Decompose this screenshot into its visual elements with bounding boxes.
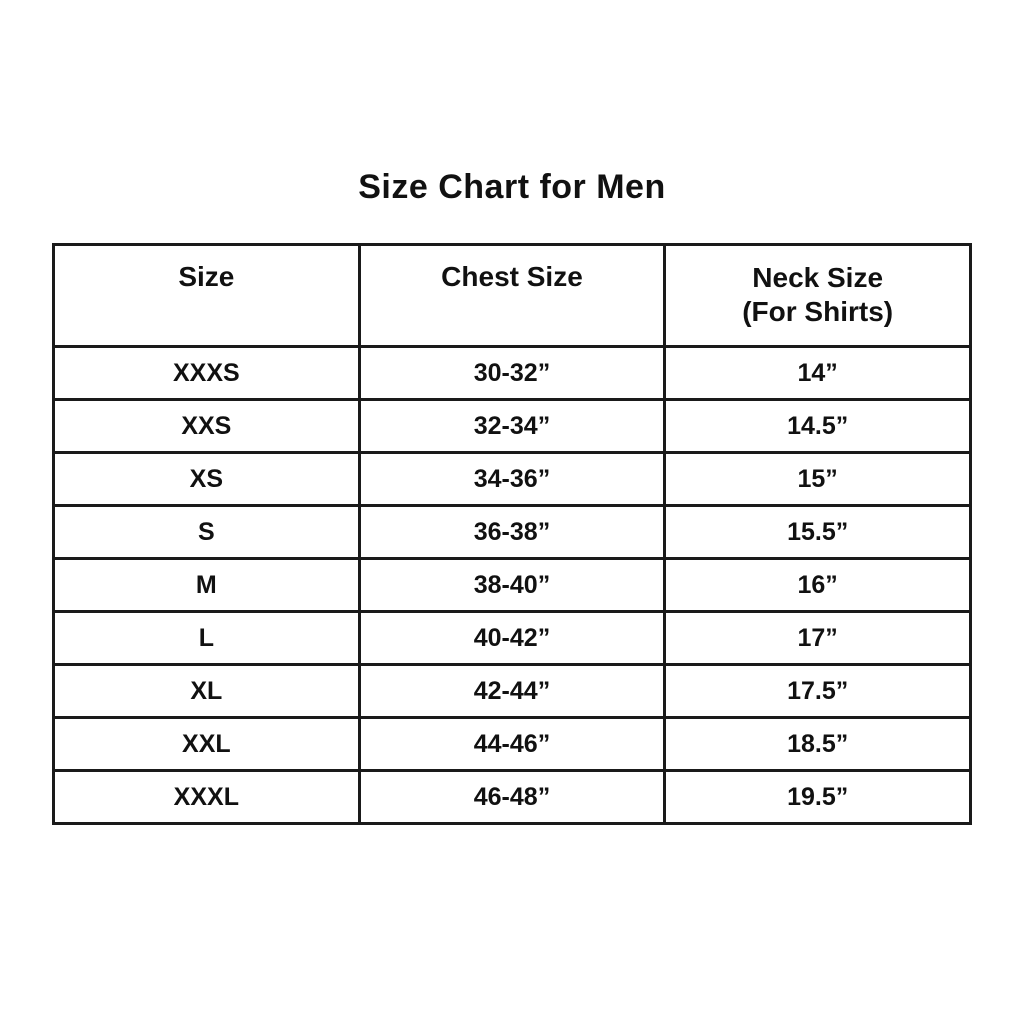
column-header-neck-size [665,245,971,347]
table-row [54,559,971,612]
chest-size-cell: 32-34” [359,400,665,453]
chest-size-cell: 46-48” [359,771,665,824]
size-cell: M [54,559,360,612]
column-header-chest-size: Chest Size [359,245,665,347]
neck-size-cell: 15.5” [665,506,971,559]
size-cell: S [54,506,360,559]
size-cell: XXXS [54,347,360,400]
neck-size-sublabel: (For Shirts) [742,295,894,327]
chest-size-cell: 38-40” [359,559,665,612]
chest-size-cell: 34-36” [359,453,665,506]
table-row [54,771,971,824]
table-row [54,718,971,771]
table-row [54,400,971,453]
chest-size-cell: 36-38” [359,506,665,559]
size-cell: XXS [54,400,360,453]
chest-size-cell: 30-32” [359,347,665,400]
neck-size-label: Neck Size [752,262,884,293]
neck-size-cell: 18.5” [665,718,971,771]
neck-size-cell: 15” [665,453,971,506]
neck-size-cell: 19.5” [665,771,971,824]
size-chart-table [52,243,972,825]
size-cell: XXL [54,718,360,771]
neck-size-cell: 14.5” [665,400,971,453]
neck-size-cell: 17” [665,612,971,665]
page-title: Size Chart for Men [358,168,666,206]
size-cell: XL [54,665,360,718]
size-cell: XS [54,453,360,506]
chest-size-cell: 44-46” [359,718,665,771]
table-row [54,665,971,718]
table-row [54,506,971,559]
table-row [54,347,971,400]
neck-size-cell: 17.5” [665,665,971,718]
column-header-size: Size [54,245,360,347]
chest-size-cell: 42-44” [359,665,665,718]
chest-size-cell: 40-42” [359,612,665,665]
neck-size-cell: 14” [665,347,971,400]
table-header-row [54,245,971,347]
table-row [54,453,971,506]
table-row [54,612,971,665]
size-cell: XXXL [54,771,360,824]
size-cell: L [54,612,360,665]
neck-size-cell: 16” [665,559,971,612]
